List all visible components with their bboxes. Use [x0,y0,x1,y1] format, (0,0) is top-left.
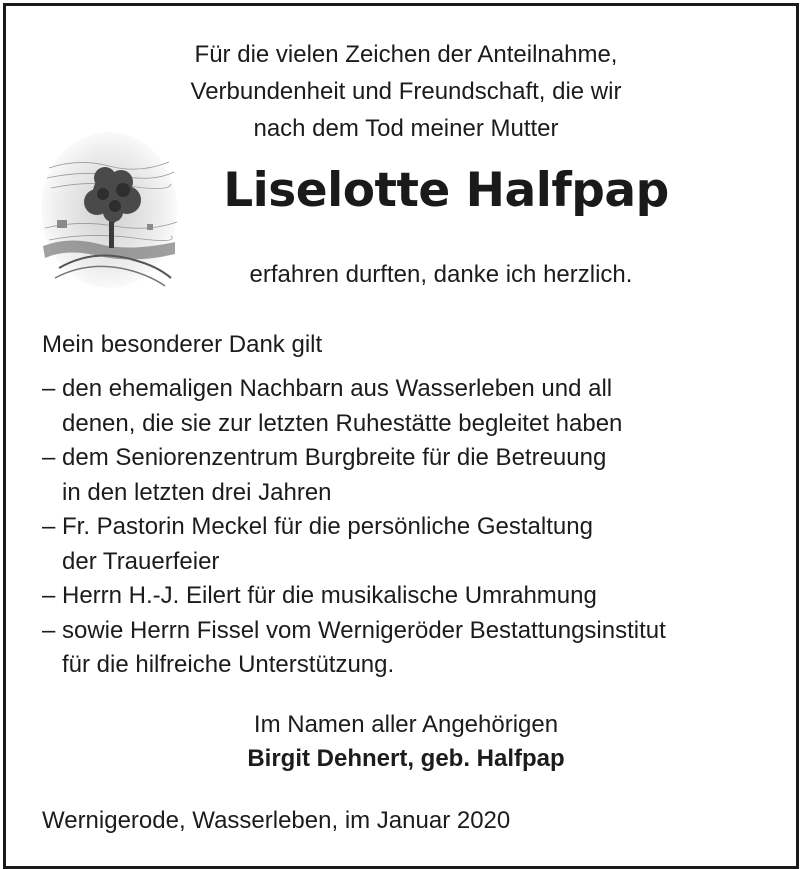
tree-landscape-icon [39,128,179,292]
intro-line: nach dem Tod meiner Mutter [253,115,559,142]
place-date: Wernigerode, Wasserleben, im Januar 2020 [42,807,511,834]
intro-line: Verbundenheit und Freundschaft, die wir [190,78,622,105]
deceased-name: Liselotte Halfpap [223,163,669,218]
thanks-list [42,372,666,683]
list-item-line: denen, die sie zur letzten Ruhestätte begleitet haben [62,409,623,437]
list-dash: – [42,582,56,609]
signoff-block [166,708,646,776]
list-item [42,441,666,510]
list-item [42,372,666,441]
list-item-line: der Trauerfeier [62,547,220,575]
thanks-line: erfahren durften, danke ich herzlich. [249,261,633,288]
notice-frame [3,3,799,869]
signer-name: Birgit Dehnert, geb. Halfpap [247,745,565,772]
intro-text [181,36,631,147]
list-dash: – [42,444,56,471]
special-thanks-heading: Mein besonderer Dank gilt [42,331,323,358]
list-item-line: Herrn H.-J. Eilert für die musikalische Umrahmung [62,582,597,609]
list-dash: – [42,375,56,402]
list-item-line: in den letzten drei Jahren [62,478,332,506]
list-item [42,510,666,579]
intro-line: Für die vielen Zeichen der Anteilnahme, [194,41,618,68]
list-item-line: dem Seniorenzentrum Burgbreite für die Betreuung [62,444,607,471]
list-item-line: Fr. Pastorin Meckel für die persönliche Gestaltung [62,513,593,540]
list-dash: – [42,616,56,644]
signoff-line: Im Namen aller Angehörigen [253,711,559,738]
list-item-line: für die hilfreiche Unterstützung. [62,651,395,678]
list-item-line: den ehemaligen Nachbarn aus Wasserleben und all [62,375,613,402]
list-item-line: sowie Herrn Fissel vom Wernigeröder Bestattungsinstitut [62,616,666,644]
list-item [42,614,666,683]
list-dash: – [42,513,56,540]
list-item [42,579,666,614]
